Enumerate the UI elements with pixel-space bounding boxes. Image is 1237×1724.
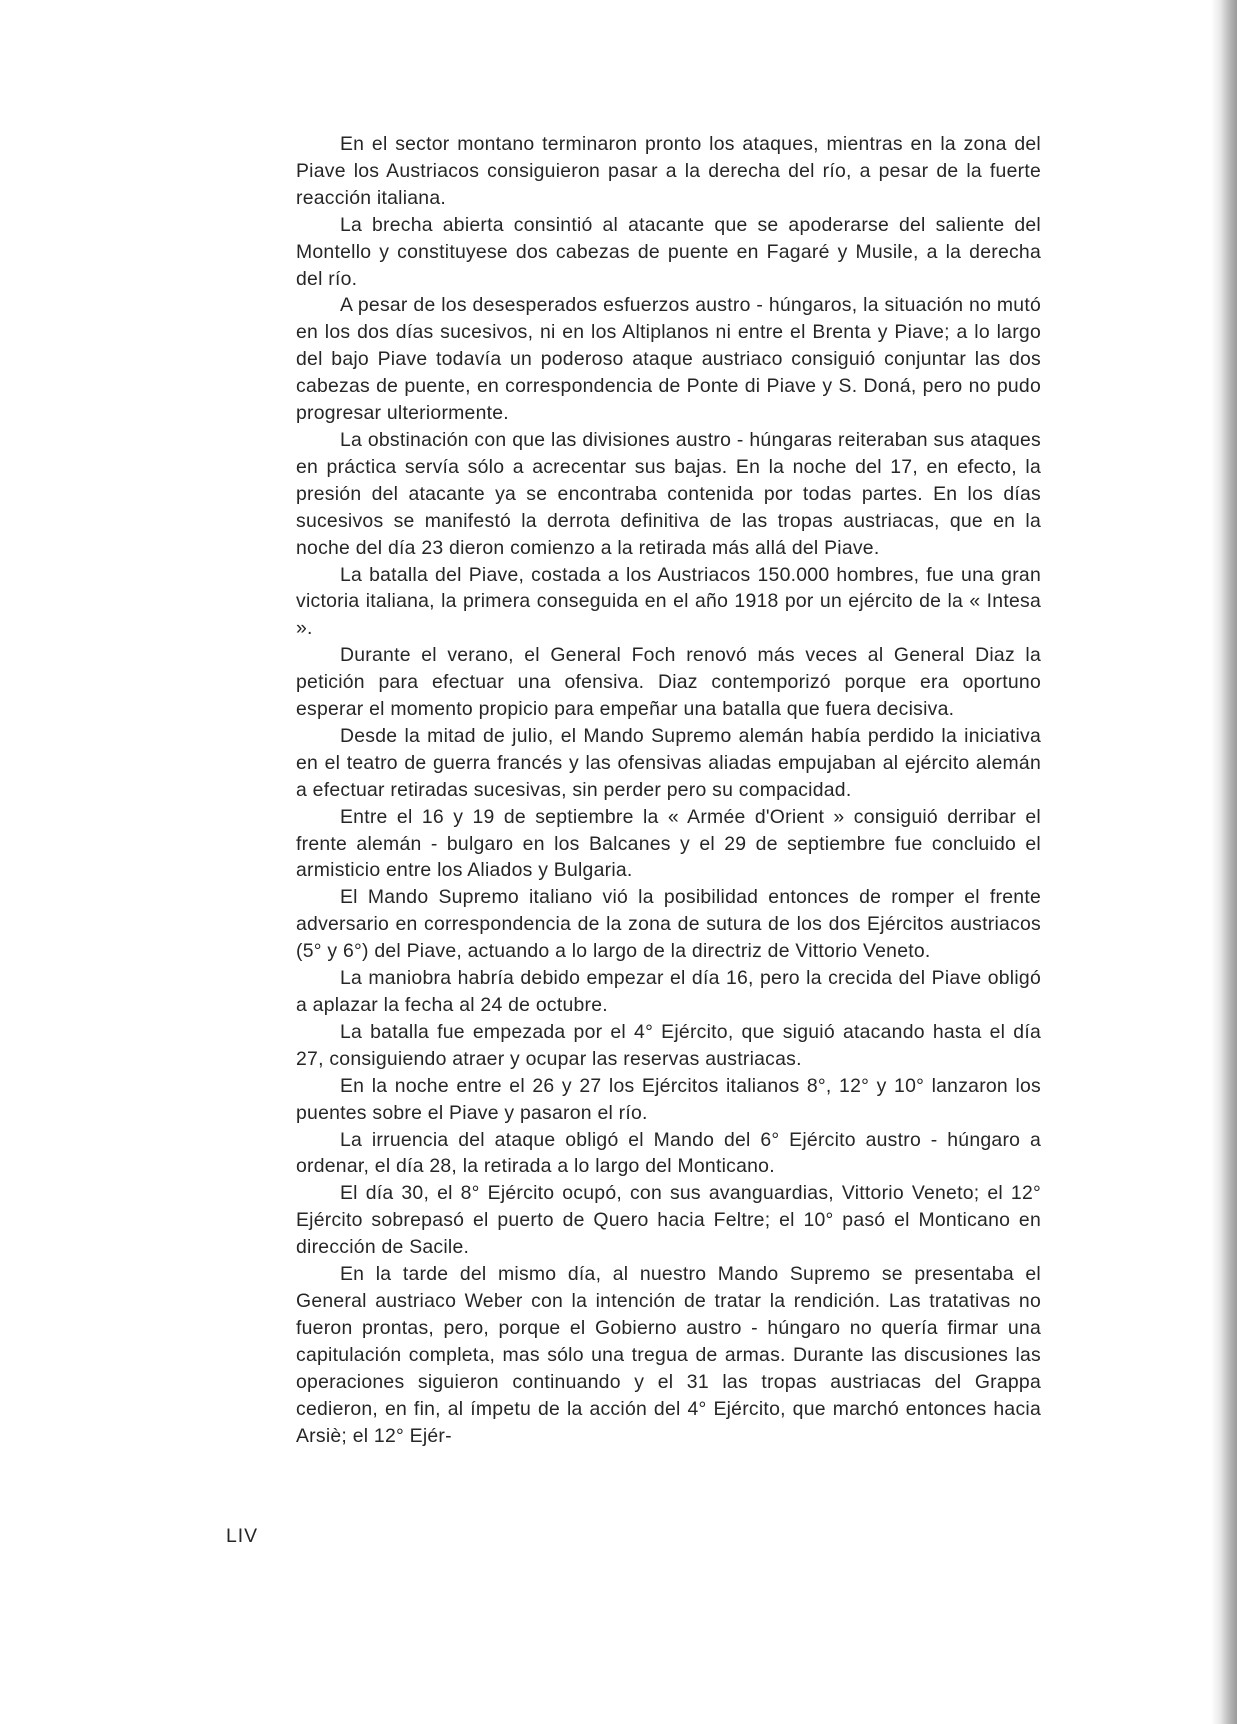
paragraph-6: Durante el verano, el General Foch renovó más veces al General Diaz la petición para efectuar una ofensiva. Diaz contemporizó porque era oportuno esperar el momento propicio para empeñar una batalla que fuera decisiva.: [296, 644, 1041, 721]
paragraph-13: La irruencia del ataque obligó el Mando del 6° Ejército austro - húngaro a ordenar, el día 28, la retirada a lo largo del Monticano.: [296, 1128, 1041, 1178]
paragraph-14: El día 30, el 8° Ejército ocupó, con sus avanguardias, Vittorio Veneto; el 12° Ejército sobrepasó el puerto de Quero hacia Feltre; el 10° pasó el Monticano en dirección de Sacile.: [296, 1182, 1041, 1259]
page-number: LIV: [226, 1525, 259, 1547]
paragraph-3: A pesar de los desesperados esfuerzos austro - húngaros, la situación no mutó en los dos días sucesivos, ni en los Altiplanos ni entre el Brenta y Piave; a lo largo del bajo Piave todavía un poderoso ataque austriaco consiguió conjuntar las dos cabezas de puente, en correspondencia de Ponte di Piave y S. Doná, pero no pudo progresar ulteriormente.: [296, 294, 1041, 425]
page-edge-shadow: [1211, 0, 1237, 1724]
paragraph-15: En la tarde del mismo día, al nuestro Mando Supremo se presentaba el General austriaco Weber con la intención de tratar la rendición. Las tratativas no fueron prontas, pero, porque el Gobierno austro - húngaro no quería firmar una capitulación completa, mas sólo una tregua de armas. Durante las discusiones las operaciones siguieron continuando y el 31 las tropas austriacas del Grappa cedieron, en fin, al ímpetu de la acción del 4° Ejército, que marchó entonces hacia Arsiè; el 12° Ejér-: [296, 1263, 1041, 1447]
paragraph-10: La maniobra habría debido empezar el día 16, pero la crecida del Piave obligó a aplazar la fecha al 24 de octubre.: [296, 967, 1041, 1016]
paragraph-5: La batalla del Piave, costada a los Austriacos 150.000 hombres, fue una gran victoria italiana, la primera conseguida en el año 1918 por un ejército de la « Intesa ».: [296, 563, 1041, 640]
paragraph-1: En el sector montano terminaron pronto los ataques, mientras en la zona del Piave los Austriacos consiguieron pasar a la derecha del río, a pesar de la fuerte reacción italiana.: [296, 133, 1041, 209]
paragraph-8: Entre el 16 y 19 de septiembre la « Armée d'Orient » consiguió derribar el frente alemán - bulgaro en los Balcanes y el 29 de septiembre fue concluido el armisticio entre los Aliados y Bulgaria.: [296, 805, 1041, 882]
paragraph-9: El Mando Supremo italiano vió la posibilidad entonces de romper el frente adversario en correspondencia de la zona de sutura de los dos Ejércitos austriacos (5° y 6°) del Piave, actuando a lo largo de la directriz de Vittorio Veneto.: [296, 886, 1041, 963]
paragraph-4: La obstinación con que las divisiones austro - húngaras reiteraban sus ataques en práctica servía sólo a acrecentar sus bajas. En la noche del 17, en efecto, la presión del atacante ya se encontraba contenida por todas partes. En los días sucesivos se manifestó la derrota definitiva de las tropas austriacas, que en la noche del día 23 dieron comienzo a la retirada más allá del Piave.: [296, 428, 1041, 559]
paragraph-2: La brecha abierta consintió al atacante que se apoderarse del saliente del Montello y constituyese dos cabezas de puente en Fagaré y Musile, a la derecha del río.: [296, 213, 1041, 290]
paragraph-7: Desde la mitad de julio, el Mando Supremo alemán había perdido la iniciativa en el teatro de guerra francés y las ofensivas aliadas empujaban al ejército alemán a efectuar retiradas sucesivas, sin perder pero su compacidad.: [296, 724, 1041, 801]
paragraph-11: La batalla fue empezada por el 4° Ejército, que siguió atacando hasta el día 27, consiguiendo atraer y ocupar las reservas austriacas.: [296, 1020, 1041, 1070]
body-text: [296, 131, 1041, 1449]
paragraph-12: En la noche entre el 26 y 27 los Ejércitos italianos 8°, 12° y 10° lanzaron los puentes sobre el Piave y pasaron el río.: [296, 1074, 1041, 1124]
